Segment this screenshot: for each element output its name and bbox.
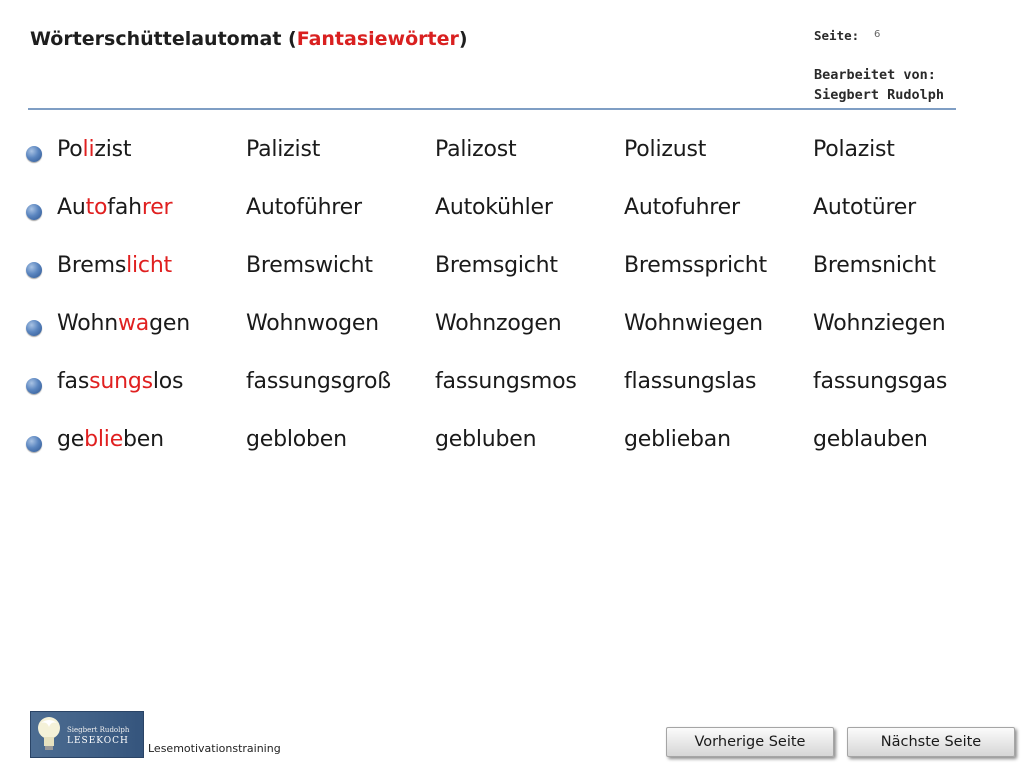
word-row [0,253,1024,293]
variant-word: Wohnwiegen [624,311,763,336]
variant-word: Autoführer [246,195,362,220]
variant-word: Palizist [246,137,321,162]
bullet-icon [26,378,42,394]
variant-word: Palizost [435,137,517,162]
word-row [0,311,1024,351]
footer-label: Lesemotivationstraining [148,742,281,755]
variant-word: Autofuhrer [624,195,740,220]
variant-word: Bremsspricht [624,253,767,278]
variant-word: Bremsgicht [435,253,558,278]
source-word: fassungslos [57,369,184,394]
variant-word: fassungsgroß [246,369,391,394]
lesekoch-logo [30,711,144,758]
variant-word: Autotürer [813,195,916,220]
source-word: Polizist [57,137,132,162]
word-row [0,137,1024,177]
lightbulb-icon [35,715,63,753]
edited-by-label: Bearbeitet von: [814,67,936,83]
source-word: Wohnwagen [57,311,190,336]
logo-wordmark: LESEKOCH [67,736,129,746]
variant-word: Autokühler [435,195,553,220]
variant-word: Polizust [624,137,707,162]
bullet-icon [26,436,42,452]
title-prefix: Wörterschüttelautomat ( [30,28,297,50]
previous-page-button[interactable]: Vorherige Seite [666,727,834,757]
variant-word: Polazist [813,137,895,162]
page-label: Seite: [814,28,860,43]
author-name: Siegbert Rudolph [814,87,945,103]
variant-word: geblauben [813,427,928,452]
source-word: Autofahrer [57,195,173,220]
word-row [0,369,1024,409]
variant-word: Bremsnicht [813,253,936,278]
bullet-icon [26,320,42,336]
variant-word: Wohnwogen [246,311,379,336]
variant-word: gebluben [435,427,537,452]
variant-word: Wohnzogen [435,311,562,336]
variant-word: Wohnziegen [813,311,946,336]
variant-word: Bremswicht [246,253,373,278]
page-number: 6 [874,29,881,40]
title-highlight: Fantasiewörter [296,28,459,50]
logo-author: Siegbert Rudolph [67,726,130,734]
bullet-icon [26,262,42,278]
word-row [0,195,1024,235]
variant-word: fassungsgas [813,369,948,394]
bullet-icon [26,204,42,220]
header-divider [28,108,956,110]
source-word: Bremslicht [57,253,172,278]
title-suffix: ) [458,28,468,50]
variant-word: gebloben [246,427,347,452]
bullet-icon [26,146,42,162]
source-word: geblieben [57,427,164,452]
next-page-button[interactable]: Nächste Seite [847,727,1015,757]
word-row [0,427,1024,467]
page-title [30,28,468,50]
variant-word: fassungsmos [435,369,577,394]
variant-word: geblieban [624,427,731,452]
variant-word: flassungslas [624,369,757,394]
